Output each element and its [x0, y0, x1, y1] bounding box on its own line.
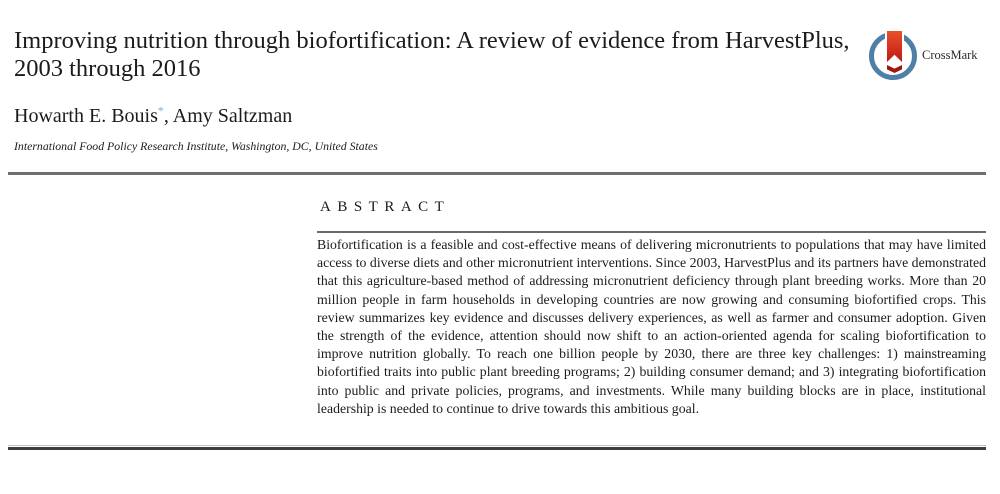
author-line: [14, 104, 292, 128]
article-title: Improving nutrition through biofortification: A review of evidence from HarvestPlus, 2003 through 2016: [14, 27, 850, 82]
abstract-divider: [317, 231, 986, 233]
abstract-heading: ABSTRACT: [320, 199, 451, 215]
crossmark-badge[interactable]: [869, 31, 987, 83]
bottom-divider: [8, 447, 986, 450]
corresponding-author-asterisk-link[interactable]: *: [157, 103, 164, 118]
crossmark-label: CrossMark: [922, 48, 978, 62]
author-separator: ,: [163, 105, 173, 127]
author-name: Howarth E. Bouis: [14, 105, 158, 127]
abstract-text: Biofortification is a feasible and cost-effective means of delivering micronutrients to populations that may have limited access to diverse diets and other micronutrient interventions. Since 2003, HarvestPlus and its partners have demonstrated that this agriculture-based method of addressing micronutrient deficiency through plant breeding works. More than 20 million people in farm households in developing countries are now growing and consuming biofortified crops. This review summarizes key evidence and discusses delivery experiences, as well as farmer and consumer adoption. Given the strength of the evidence, attention should now shift to an action-oriented agenda for scaling biofortification to improve nutrition globally. To reach one billion people by 2030, there are three key challenges: 1) mainstreaming biofortified traits into public plant breeding programs; 2) building consumer demand; and 3) integrating biofortification into public and private policies, programs, and investments. While many building blocks are in place, institutional leadership is needed to continue to drive towards this ambitious goal.: [317, 237, 986, 416]
author-name: Amy Saltzman: [172, 105, 293, 127]
bottom-divider-highlight: [8, 445, 986, 446]
header-divider: [8, 172, 986, 175]
affiliation: International Food Policy Research Institute, Washington, DC, United States: [14, 139, 378, 153]
